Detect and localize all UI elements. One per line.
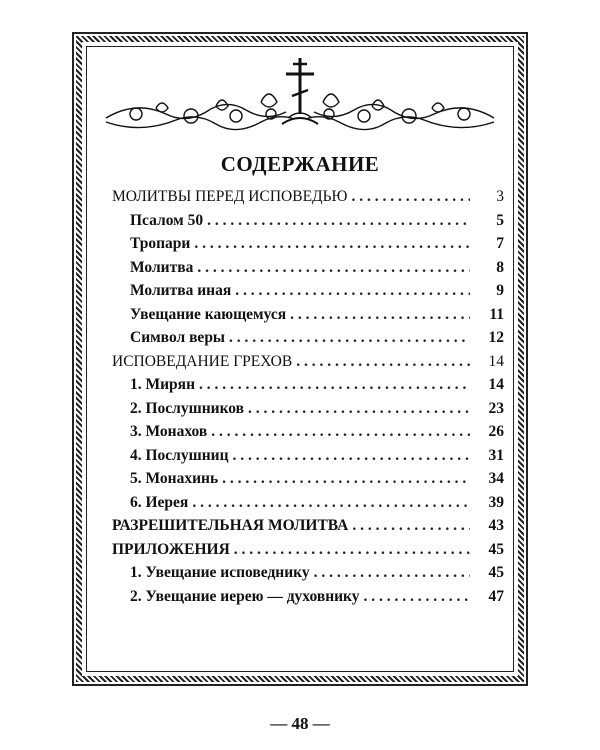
toc-page: 5 bbox=[496, 211, 504, 229]
leader-dots bbox=[235, 282, 470, 300]
toc-title: СОДЕРЖАНИЕ bbox=[220, 152, 380, 176]
toc-entry-row[interactable] bbox=[112, 212, 504, 236]
leader-dots bbox=[192, 494, 470, 512]
toc-page: 12 bbox=[488, 329, 504, 346]
leader-dots bbox=[211, 423, 470, 441]
toc-entry-row[interactable] bbox=[112, 306, 504, 330]
toc-page: 43 bbox=[488, 517, 504, 534]
leader-dots bbox=[314, 564, 470, 582]
toc-label: 1. Увещание исповеднику bbox=[130, 564, 310, 581]
toc-entry-row[interactable] bbox=[112, 564, 504, 588]
leader-dots bbox=[296, 353, 470, 371]
leader-dots bbox=[233, 447, 470, 465]
toc-entry-row[interactable] bbox=[112, 494, 504, 518]
orthodox-cross-ornament bbox=[96, 52, 504, 142]
leader-dots bbox=[352, 517, 470, 535]
toc-page: 14 bbox=[488, 352, 504, 370]
toc-page: 39 bbox=[488, 493, 504, 511]
toc-section-row[interactable] bbox=[112, 541, 504, 565]
leader-dots bbox=[351, 188, 470, 206]
toc-entry-row[interactable] bbox=[112, 588, 504, 612]
toc-label: 4. Послушниц bbox=[130, 446, 229, 464]
toc-label: Молитва иная bbox=[130, 282, 232, 299]
toc-section-row[interactable] bbox=[112, 353, 504, 377]
leader-dots bbox=[234, 541, 470, 559]
toc-page: 31 bbox=[488, 446, 504, 464]
toc-label: ИСПОВЕДАНИЕ ГРЕХОВ bbox=[112, 352, 293, 370]
toc-entry-row[interactable] bbox=[112, 235, 504, 259]
toc-label: 2. Увещание иерею — духовнику bbox=[130, 587, 360, 605]
toc-entry-row[interactable] bbox=[112, 376, 504, 400]
leader-dots bbox=[364, 588, 470, 606]
page-number: — 48 — bbox=[270, 714, 330, 733]
toc-page: 23 bbox=[488, 399, 504, 417]
toc-label: МОЛИТВЫ ПЕРЕД ИСПОВЕДЬЮ bbox=[112, 188, 348, 205]
toc-section-row[interactable] bbox=[112, 188, 504, 212]
toc-page: 34 bbox=[488, 470, 504, 487]
toc-label: 1. Мирян bbox=[130, 376, 195, 393]
toc-entry-row[interactable] bbox=[112, 470, 504, 494]
leader-dots bbox=[197, 259, 470, 277]
toc-label: Символ веры bbox=[130, 329, 226, 346]
toc-label: Молитва bbox=[130, 258, 194, 276]
toc-page: 11 bbox=[489, 305, 504, 323]
toc-label: Псалом 50 bbox=[130, 211, 204, 229]
toc-label: Тропари bbox=[130, 235, 191, 252]
toc-entry-row[interactable] bbox=[112, 423, 504, 447]
toc-page: 7 bbox=[496, 235, 504, 252]
toc-label: 5. Монахинь bbox=[130, 470, 219, 487]
toc-label: 3. Монахов bbox=[130, 423, 208, 440]
toc-entry-row[interactable] bbox=[112, 259, 504, 283]
leader-dots bbox=[222, 470, 470, 488]
leader-dots bbox=[199, 376, 470, 394]
toc-label: 2. Послушников bbox=[130, 399, 245, 417]
leader-dots bbox=[207, 212, 470, 230]
toc-page: 47 bbox=[488, 587, 504, 605]
leader-dots bbox=[290, 306, 470, 324]
leader-dots bbox=[248, 400, 470, 418]
toc-label: 6. Иерея bbox=[130, 493, 189, 511]
toc-entry-row[interactable] bbox=[112, 447, 504, 471]
toc-page: 45 bbox=[488, 564, 504, 581]
toc-page: 9 bbox=[496, 282, 504, 299]
toc-section-row[interactable] bbox=[112, 517, 504, 541]
toc-page: 8 bbox=[496, 258, 504, 276]
toc-label: РАЗРЕШИТЕЛЬНАЯ МОЛИТВА bbox=[112, 517, 349, 534]
toc-page: 26 bbox=[488, 423, 504, 440]
toc-entry-row[interactable] bbox=[112, 329, 504, 353]
table-of-contents bbox=[112, 188, 504, 611]
toc-page: 45 bbox=[488, 540, 504, 558]
toc-entry-row[interactable] bbox=[112, 400, 504, 424]
toc-label: ПРИЛОЖЕНИЯ bbox=[112, 540, 230, 558]
leader-dots bbox=[229, 329, 470, 347]
toc-entry-row[interactable] bbox=[112, 282, 504, 306]
leader-dots bbox=[194, 235, 470, 253]
toc-page: 14 bbox=[488, 376, 504, 393]
toc-page: 3 bbox=[496, 188, 504, 205]
toc-label: Увещание кающемуся bbox=[130, 305, 287, 323]
